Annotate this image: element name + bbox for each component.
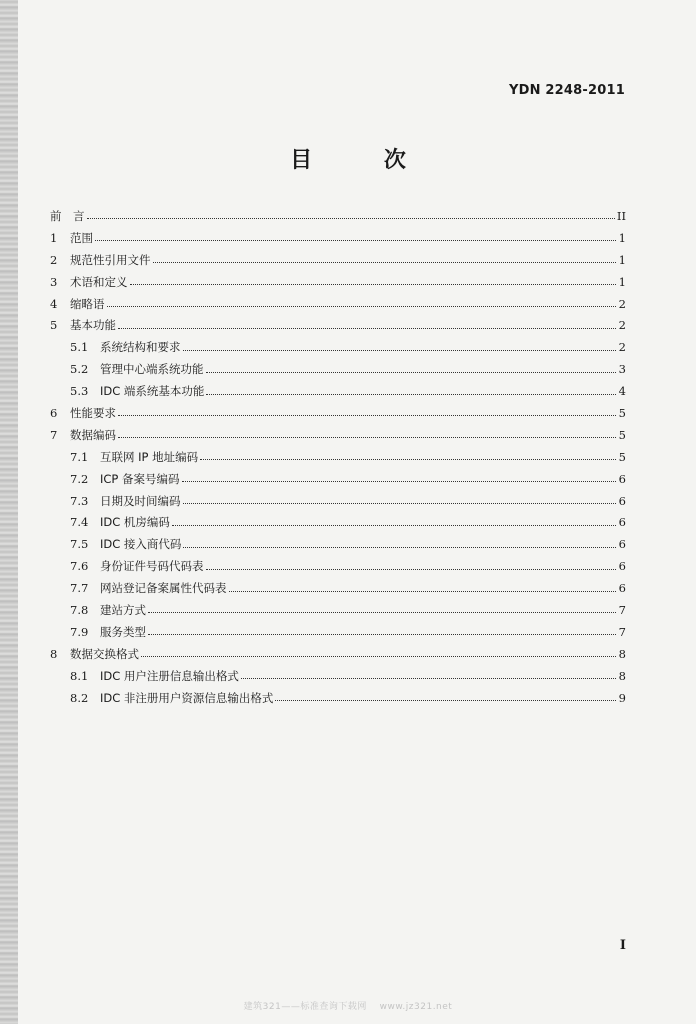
toc-entry — [50, 358, 626, 380]
toc-entry — [50, 687, 626, 709]
toc-dot-leader — [118, 437, 616, 438]
toc-entry-number: 7.7 — [70, 581, 89, 596]
toc-entry-number: 5.2 — [70, 362, 89, 377]
toc-dot-leader — [183, 350, 617, 351]
toc-entry-number: 2 — [50, 252, 58, 267]
toc-entry-page: 6 — [618, 559, 626, 574]
toc-dot-leader — [183, 547, 616, 548]
toc-dot-leader — [130, 284, 617, 285]
toc-dot-leader — [182, 481, 616, 482]
toc-entry-label: IDC 用户注册信息输出格式 — [100, 668, 239, 683]
toc-entry — [50, 424, 626, 446]
toc-entry — [50, 490, 626, 512]
toc-entry-number: 7.1 — [70, 449, 89, 464]
toc-entry-label: 数据编码 — [70, 427, 116, 442]
table-of-contents — [50, 205, 626, 708]
toc-entry — [50, 205, 626, 227]
toc-entry-label: 基本功能 — [70, 318, 116, 333]
toc-entry-number: 1 — [50, 230, 58, 245]
toc-entry — [50, 402, 626, 424]
toc-entry-number: 8 — [50, 646, 58, 661]
toc-entry-page: 7 — [618, 624, 626, 639]
toc-entry-label: IDC 接入商代码 — [100, 537, 182, 552]
toc-entry — [50, 665, 626, 687]
toc-entry-label: 缩略语 — [70, 296, 105, 311]
toc-entry-number: 6 — [50, 405, 58, 420]
toc-entry-page: 1 — [618, 274, 626, 289]
toc-entry-label: ICP 备案号编码 — [100, 471, 180, 486]
toc-entry-number: 7.2 — [70, 471, 89, 486]
toc-entry-number: 4 — [50, 296, 58, 311]
toc-entry-label: 术语和定义 — [70, 274, 128, 289]
toc-entry — [50, 555, 626, 577]
toc-entry-label: 身份证件号码代码表 — [100, 559, 204, 574]
toc-entry-page: 6 — [618, 515, 626, 530]
toc-entry-page: 1 — [618, 230, 626, 245]
toc-entry-page: 9 — [618, 690, 626, 705]
toc-entry — [50, 446, 626, 468]
toc-entry-page: 1 — [618, 252, 626, 267]
toc-dot-leader — [206, 394, 616, 395]
toc-dot-leader — [141, 656, 616, 657]
toc-entry-page: 5 — [618, 449, 626, 464]
toc-entry-label: 日期及时间编码 — [100, 493, 181, 508]
toc-entry-number: 7.6 — [70, 559, 89, 574]
toc-entry — [50, 511, 626, 533]
toc-entry-page: 3 — [618, 362, 626, 377]
toc-entry — [50, 271, 626, 293]
toc-entry-number: 8.2 — [70, 690, 89, 705]
toc-dot-leader — [229, 591, 617, 592]
toc-entry-label: IDC 机房编码 — [100, 515, 170, 530]
toc-entry-label: 建站方式 — [100, 602, 146, 617]
toc-entry-number: 8.1 — [70, 668, 89, 683]
document-code: YDN 2248-2011 — [509, 83, 625, 98]
toc-entry-number: 7.5 — [70, 537, 89, 552]
toc-title: 目 次 — [290, 148, 438, 173]
toc-entry-number: 5 — [50, 318, 58, 333]
toc-dot-leader — [148, 634, 616, 635]
toc-dot-leader — [206, 372, 617, 373]
toc-entry — [50, 599, 626, 621]
toc-entry-number: 7.4 — [70, 515, 89, 530]
toc-entry-page: 6 — [618, 581, 626, 596]
toc-dot-leader — [148, 612, 616, 613]
toc-dot-leader — [118, 415, 616, 416]
toc-entry — [50, 249, 626, 271]
toc-dot-leader — [153, 262, 617, 263]
toc-entry-label: 范围 — [70, 230, 93, 245]
toc-dot-leader — [241, 678, 616, 679]
toc-entry — [50, 227, 626, 249]
toc-entry — [50, 380, 626, 402]
toc-dot-leader — [275, 700, 616, 701]
page-number: I — [619, 938, 626, 953]
toc-entry-label: IDC 端系统基本功能 — [100, 384, 205, 399]
toc-entry-page: 5 — [618, 427, 626, 442]
toc-entry-number: 5.1 — [70, 340, 89, 355]
toc-entry-page: 2 — [618, 318, 626, 333]
toc-entry-page: 6 — [618, 493, 626, 508]
toc-dot-leader — [183, 503, 617, 504]
toc-entry-label: 性能要求 — [70, 405, 116, 420]
toc-entry — [50, 336, 626, 358]
toc-entry — [50, 314, 626, 336]
toc-entry-label: 规范性引用文件 — [70, 252, 151, 267]
toc-entry-page: 2 — [618, 340, 626, 355]
toc-entry-page: 6 — [618, 471, 626, 486]
toc-entry-page: II — [616, 208, 626, 223]
toc-entry-page: 2 — [618, 296, 626, 311]
toc-entry-label: 网站登记备案属性代码表 — [100, 581, 227, 596]
toc-entry-number: 3 — [50, 274, 58, 289]
toc-entry-label: 数据交换格式 — [70, 646, 139, 661]
toc-entry — [50, 293, 626, 315]
toc-entry-label: 管理中心端系统功能 — [100, 362, 204, 377]
toc-entry-page: 6 — [618, 537, 626, 552]
toc-dot-leader — [172, 525, 616, 526]
toc-entry-page: 7 — [618, 602, 626, 617]
toc-entry-label: 互联网 IP 地址编码 — [100, 449, 199, 464]
toc-entry-page: 5 — [618, 405, 626, 420]
toc-entry-label: 服务类型 — [100, 624, 146, 639]
toc-dot-leader — [95, 240, 616, 241]
toc-entry-number: 7.8 — [70, 602, 89, 617]
toc-entry — [50, 643, 626, 665]
toc-entry-number: 7.9 — [70, 624, 89, 639]
toc-entry-label: 前 言 — [50, 208, 85, 223]
toc-entry-label: 系统结构和要求 — [100, 340, 181, 355]
toc-dot-leader — [118, 328, 616, 329]
toc-entry — [50, 577, 626, 599]
toc-dot-leader — [200, 459, 616, 460]
toc-entry-number: 7 — [50, 427, 58, 442]
toc-entry — [50, 621, 626, 643]
toc-dot-leader — [107, 306, 617, 307]
toc-entry-number: 5.3 — [70, 384, 89, 399]
toc-dot-leader — [206, 569, 617, 570]
toc-dot-leader — [87, 218, 615, 219]
toc-entry-page: 8 — [618, 668, 626, 683]
toc-entry-page: 4 — [618, 384, 626, 399]
toc-entry-page: 8 — [618, 646, 626, 661]
toc-entry — [50, 533, 626, 555]
toc-entry-label: IDC 非注册用户资源信息输出格式 — [100, 690, 274, 705]
toc-entry — [50, 468, 626, 490]
footer-watermark: 建筑321——标准查询下载网 www.jz321.net — [243, 1002, 453, 1012]
toc-entry-number: 7.3 — [70, 493, 89, 508]
